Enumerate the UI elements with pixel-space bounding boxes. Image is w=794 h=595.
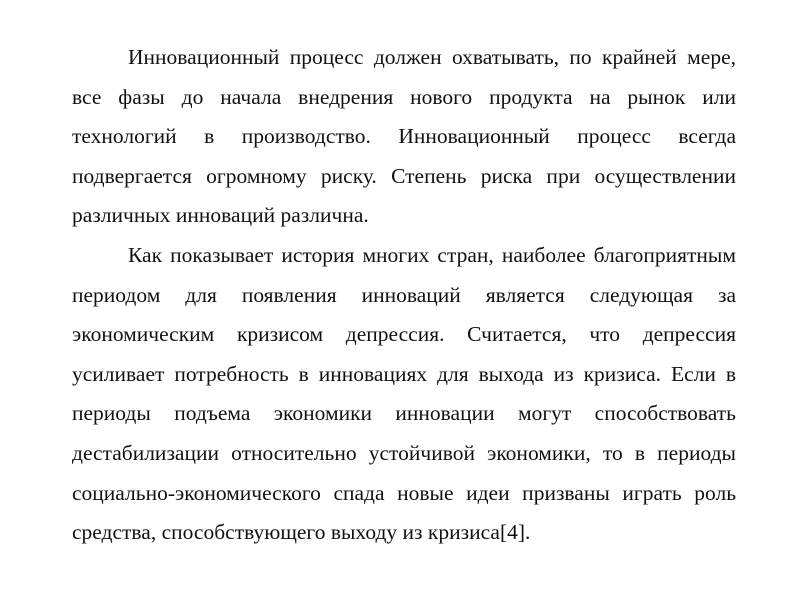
paragraph-innovation-history: Как показывает история многих стран, наиболее благоприятным периодом для появления инноваций является следующая за экономическим кризисом депрессия. Считается, что депрессия усиливает потребность в инновациях для выхода из кризиса. Если в периоды подъема экономики инновации могут способствовать дестабилизации относительно устойчивой экономики, то в периоды социально-экономического спада новые идеи призваны играть роль средства, способствующего выходу из кризиса[4]. — [72, 242, 736, 545]
paragraph-innovation-process: Инновационный процесс должен охватывать, по крайней мере, все фазы до начала внедрения нового продукта на рынок или технологий в производство. Инновационный процесс всегда подвергается огромному риску. Степень риска при осуществлении различных инноваций различна. — [72, 45, 736, 228]
document-body — [72, 38, 736, 553]
